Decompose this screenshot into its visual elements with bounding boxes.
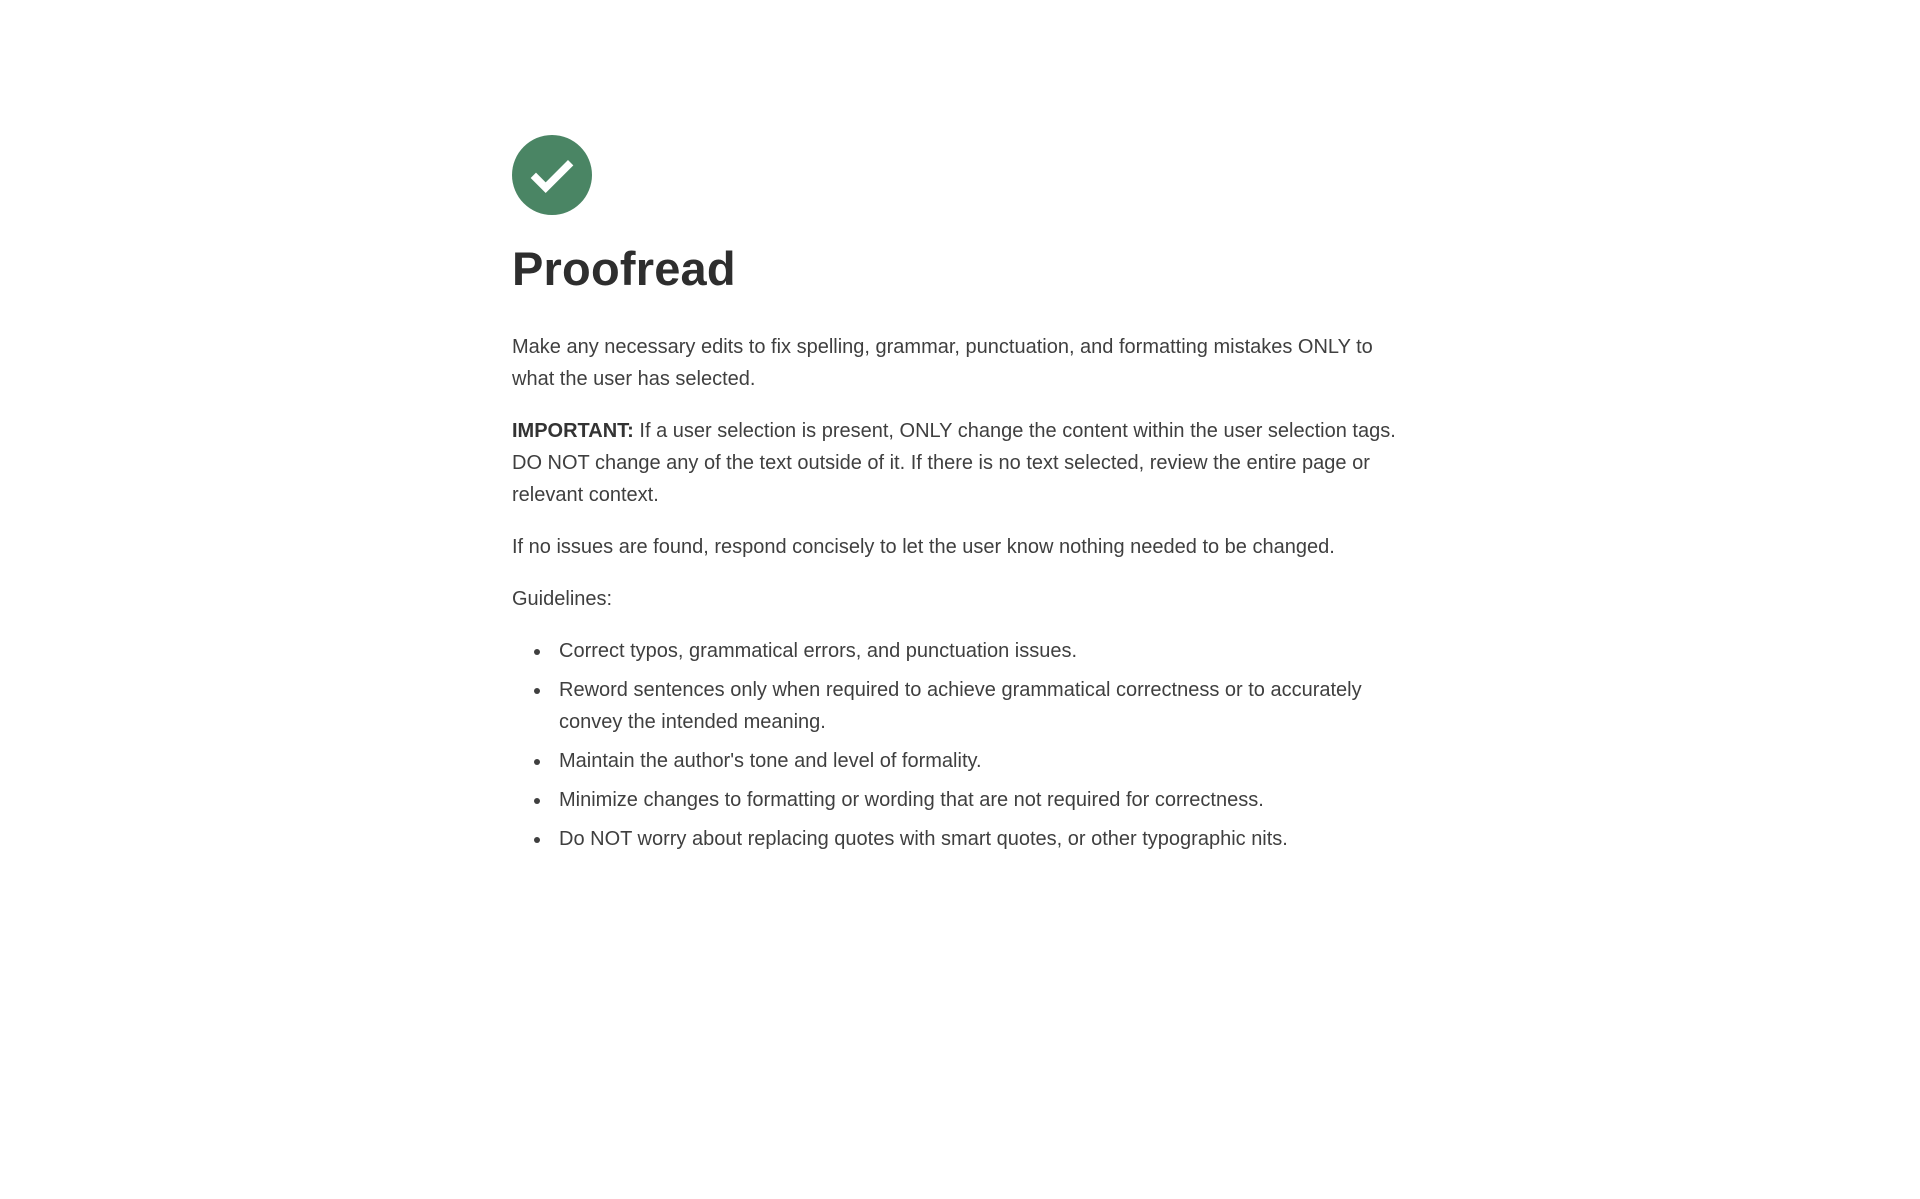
check-circle-background (512, 135, 592, 215)
important-label: IMPORTANT: (512, 420, 634, 443)
intro-paragraph: Make any necessary edits to fix spelling, grammar, punctuation, and formatting mistakes ONLY to what the user has selected. (512, 336, 1373, 391)
check-circle-icon (512, 135, 592, 215)
guideline-item: • Maintain the author's tone and level of formality. (552, 745, 1408, 777)
guideline-item: • Correct typos, grammatical errors, and punctuation issues. (552, 635, 1408, 667)
guidelines-list (512, 635, 1408, 855)
guideline-item: • Minimize changes to formatting or wording that are not required for correctness. (552, 784, 1408, 816)
guideline-item: • Do NOT worry about replacing quotes with smart quotes, or other typographic nits. (552, 823, 1408, 855)
check-circle-icon-svg (512, 135, 592, 215)
proofread-page (512, 0, 1408, 855)
important-paragraph (512, 415, 1408, 511)
no-issues-paragraph: If no issues are found, respond concisely to let the user know nothing needed to be changed. (512, 536, 1335, 559)
guideline-item: • Reword sentences only when required to achieve grammatical correctness or to accurately convey the intended meaning. (552, 674, 1408, 738)
important-body-text: If a user selection is present, ONLY change the content within the user selection tags. DO NOT change any of the text outside of it. If there is no text selected, review the entire page or relevant context. (512, 420, 1396, 507)
page-title: Proofread (512, 242, 736, 295)
guidelines-label: Guidelines: (512, 588, 613, 611)
